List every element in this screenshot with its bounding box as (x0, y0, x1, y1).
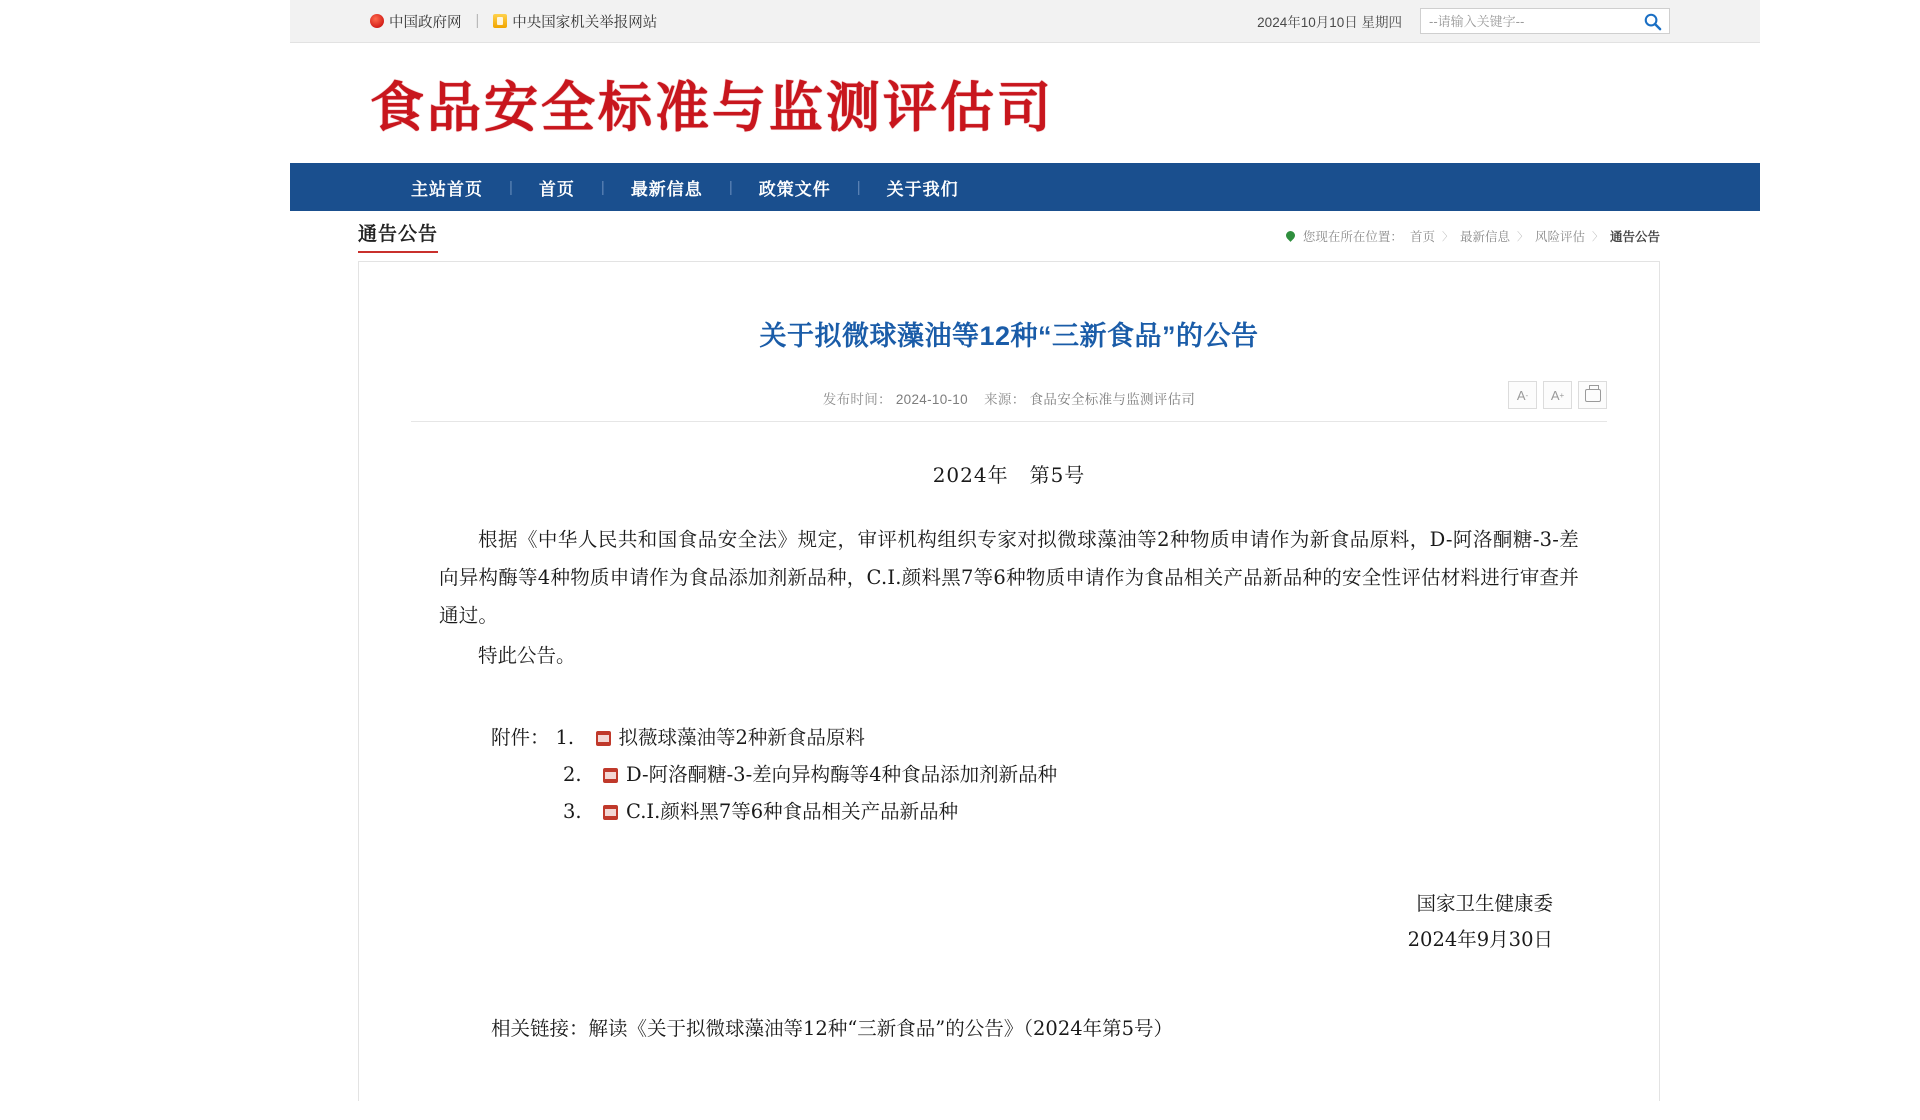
main-navigation (290, 163, 1760, 211)
attachments-label: 附件： (491, 726, 550, 750)
article-paragraph: 根据《中华人民共和国食品安全法》规定，审评机构组织专家对拟微球藻油等2种物质申请作为新食品原料，D-阿洛酮糖-3-差向异构酶等4种物质申请作为食品添加剂新品种，C.I.颜料黑7等6种物质申请作为食品相关产品新品种的安全性评估材料进行审查并通过。 (439, 528, 1579, 628)
nav-item-home[interactable]: 首页 (538, 179, 575, 199)
nav-separator: | (600, 178, 605, 196)
font-smaller-label: A (1516, 387, 1526, 403)
nav-item-about-us[interactable]: 关于我们 (886, 179, 959, 199)
search-icon (1643, 12, 1662, 31)
related-label: 相关链接： (491, 1017, 589, 1041)
font-larger-label: A (1550, 387, 1560, 403)
attachment-row (491, 756, 1579, 793)
breadcrumb-arrow: 〉 (1591, 231, 1603, 243)
search-box[interactable] (1420, 8, 1670, 34)
article-meta (823, 388, 1195, 408)
attachment-row (491, 719, 1579, 756)
link-china-gov-label: 中国政府网 (389, 14, 462, 31)
breadcrumb-item-home[interactable]: 首页 (1409, 230, 1435, 244)
font-larger-sup: + (1559, 390, 1565, 400)
font-smaller-sup: - (1525, 390, 1529, 400)
topbar-separator: | (475, 13, 480, 29)
attachment-link-1[interactable]: 拟薇球藻油等2种新食品原料 (618, 726, 865, 750)
nav-item-main-home[interactable]: 主站首页 (411, 179, 483, 199)
publish-time-value: 2024-10-10 (895, 392, 968, 407)
breadcrumb-item-latest-info[interactable]: 最新信息 (1459, 230, 1510, 244)
article-body (411, 456, 1607, 1048)
link-china-gov[interactable] (370, 11, 462, 32)
nav-separator: | (856, 178, 861, 196)
breadcrumb-item-risk-assessment[interactable]: 风险评估 (1534, 230, 1585, 244)
attachment-link-3[interactable]: C.I.颜料黑7等6种食品相关产品新品种 (626, 800, 959, 824)
article-title: 关于拟微球藻油等12种“三新食品”的公告 (759, 321, 1259, 351)
link-report-site-label: 中央国家机关举报网站 (512, 14, 658, 31)
nav-separator: | (728, 178, 733, 196)
attachment-number: 1. (555, 726, 575, 750)
location-pin-icon (1285, 231, 1296, 242)
site-banner (290, 43, 1760, 163)
related-link-row (439, 1010, 1579, 1048)
china-gov-icon (370, 14, 384, 28)
pdf-file-icon (596, 731, 611, 746)
site-title: 食品安全标准与监测评估司 (370, 75, 1054, 139)
top-bar-right (1257, 0, 1670, 42)
font-larger-button[interactable] (1543, 381, 1572, 409)
breadcrumb-arrow: 〉 (1441, 231, 1453, 243)
printer-icon (1585, 389, 1601, 402)
breadcrumb (1285, 227, 1660, 245)
attachment-link-2[interactable]: D-阿洛酮糖-3-差向异构酶等4种食品添加剂新品种 (626, 763, 1058, 787)
related-link[interactable]: 解读《关于拟微球藻油等12种“三新食品”的公告》（2024年第5号） (588, 1017, 1174, 1041)
signature-date: 2024年9月30日 (1407, 928, 1553, 952)
breadcrumb-arrow: 〉 (1516, 231, 1528, 243)
publish-time-label: 发布时间： (822, 392, 892, 407)
article-meta-row (411, 381, 1607, 415)
print-button[interactable] (1578, 381, 1607, 409)
font-smaller-button[interactable] (1508, 381, 1537, 409)
nav-item-policy-docs[interactable]: 政策文件 (758, 179, 831, 199)
article-tools (1508, 381, 1607, 409)
attachment-row (491, 793, 1579, 830)
attachment-list (439, 719, 1579, 830)
search-input[interactable] (1421, 9, 1635, 33)
page-title: 通告公告 (358, 219, 438, 253)
source-value: 食品安全标准与监测评估司 (1029, 392, 1196, 407)
document-number: 2024年 第5号 (932, 463, 1086, 487)
top-bar (290, 0, 1760, 43)
signature-organization: 国家卫生健康委 (1416, 892, 1553, 916)
meta-divider (411, 421, 1607, 422)
article-paragraph: 特此公告。 (478, 644, 576, 668)
search-button[interactable] (1635, 9, 1669, 33)
article-card (358, 261, 1660, 1101)
attachment-number: 2. (563, 763, 582, 787)
breadcrumb-item-current: 通告公告 (1609, 230, 1660, 244)
link-report-site[interactable] (493, 11, 657, 32)
breadcrumb-prefix: 您现在所在位置： (1302, 230, 1403, 244)
site-container (290, 0, 1760, 1120)
current-date: 2024年10月10日 星期四 (1257, 15, 1402, 30)
nav-separator: | (509, 178, 513, 196)
signature-block (439, 886, 1579, 958)
top-bar-links (370, 11, 657, 32)
breadcrumb-row (290, 211, 1760, 261)
nav-item-latest-info[interactable]: 最新信息 (630, 179, 703, 199)
pdf-file-icon (603, 768, 618, 783)
report-site-icon (493, 14, 507, 28)
attachment-number: 3. (563, 800, 582, 824)
source-label: 来源： (984, 392, 1026, 407)
pdf-file-icon (603, 805, 618, 820)
